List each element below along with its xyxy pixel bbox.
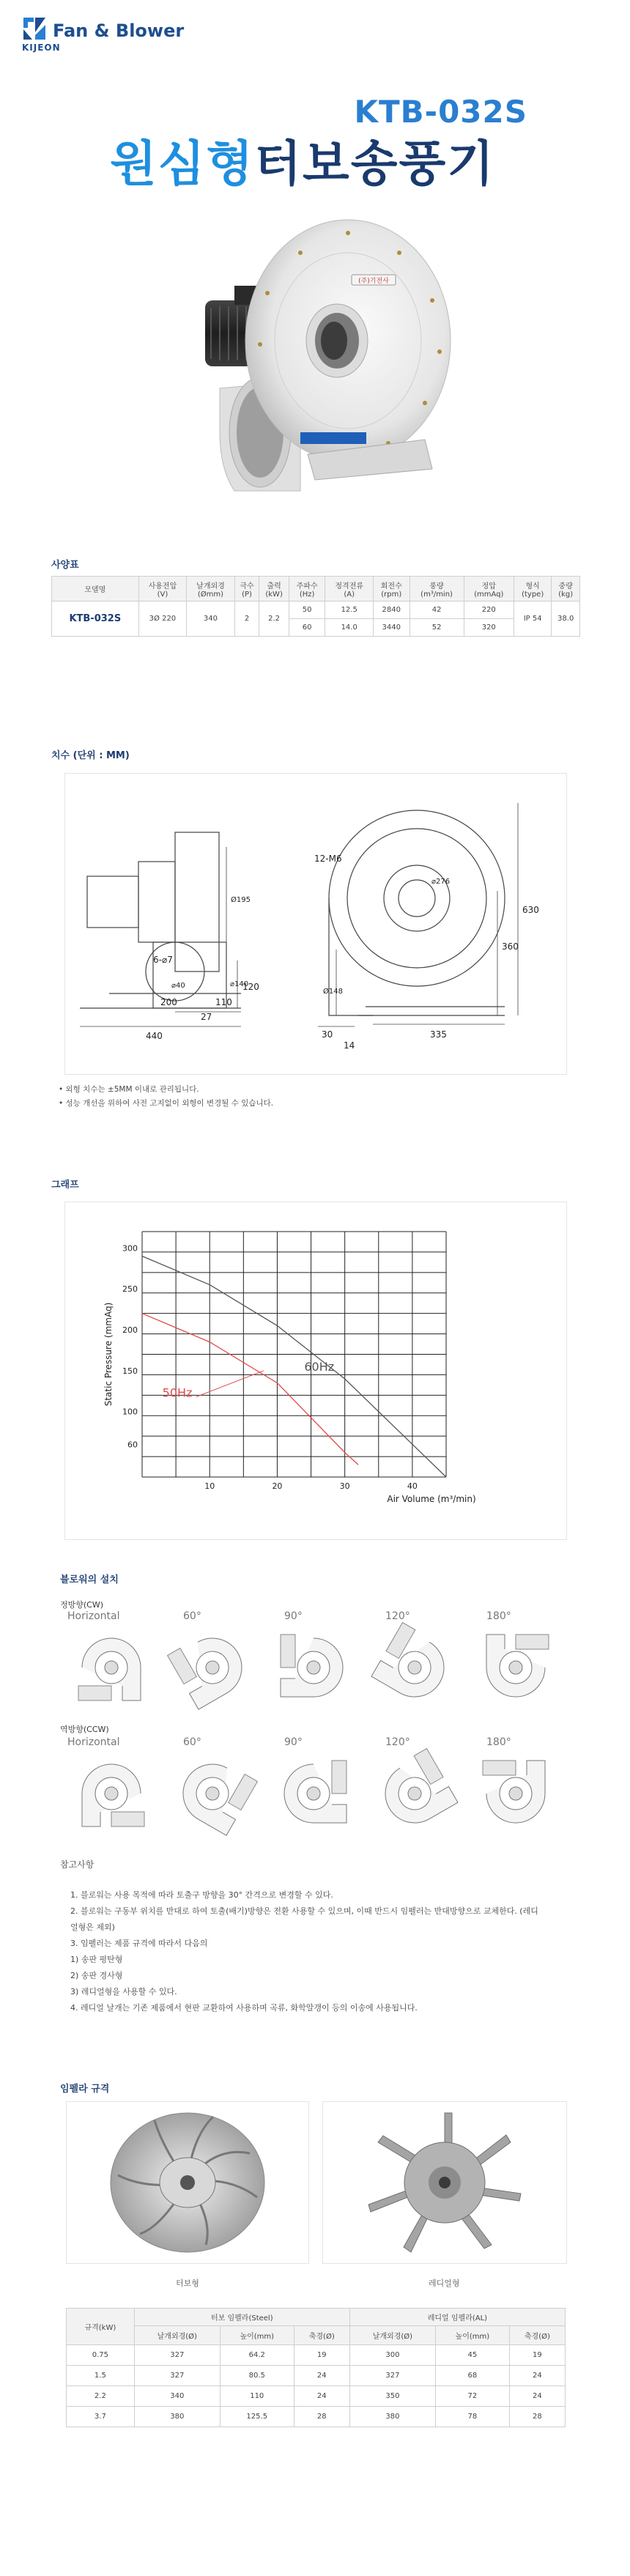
- spec-cell: 320: [464, 619, 514, 637]
- ref-item: 1. 블로워는 사용 목적에 따라 토출구 방향을 30° 간격으로 변경할 수 있다.: [70, 1890, 333, 1900]
- product-model: KTB-032S: [354, 94, 527, 130]
- impeller-cell: 19: [509, 2345, 565, 2366]
- table-row: [67, 2386, 566, 2407]
- spec-cell: 3440: [373, 619, 410, 637]
- impeller-cell: 110: [220, 2386, 294, 2407]
- install-angle-label: Horizontal: [67, 1736, 120, 1748]
- impeller-subheader: 날개외경(Ø): [134, 2326, 220, 2345]
- impeller-cell: 72: [435, 2386, 509, 2407]
- spec-header: [138, 577, 187, 602]
- y-tick-label: 100: [122, 1407, 138, 1417]
- install-diagram: [281, 1610, 343, 1697]
- dim-label: 14: [344, 1040, 355, 1051]
- spec-diameter: 340: [187, 602, 235, 637]
- install-diagram: [373, 1736, 458, 1834]
- dim-label: ⌀276: [431, 878, 451, 886]
- spec-type: IP 54: [514, 602, 552, 637]
- nameplate-text: (주)기전사: [358, 278, 389, 285]
- spec-cell: 50: [289, 602, 325, 619]
- impeller-cell: 327: [349, 2366, 435, 2386]
- ccw-diagrams: [60, 1735, 573, 1837]
- x-tick-label: 40: [407, 1481, 418, 1491]
- install-diagram-row: [60, 1609, 573, 1711]
- spec-cell: 2840: [373, 602, 410, 619]
- chart-section-title: 그래프: [51, 1180, 79, 1191]
- install-diagram: [67, 1610, 141, 1700]
- dim-label: 30: [322, 1029, 333, 1040]
- spec-cell: 14.0: [325, 619, 374, 637]
- table-row: [67, 2345, 566, 2366]
- impeller-cell: 125.5: [220, 2407, 294, 2427]
- install-angle-label: 120°: [385, 1736, 410, 1748]
- performance-chart: [65, 1202, 566, 1539]
- impeller-cell: 19: [294, 2345, 349, 2366]
- impeller-cell: 2.2: [67, 2386, 135, 2407]
- y-axis-label: Static Pressure (mmAq): [103, 1302, 114, 1407]
- table-row: [67, 2407, 566, 2427]
- dim-label: 120: [242, 982, 259, 992]
- install-angle-label: 180°: [486, 1736, 511, 1748]
- impeller-cell: 68: [435, 2366, 509, 2386]
- spec-header-line: 주파수: [296, 582, 318, 591]
- install-diagram: [371, 1610, 456, 1708]
- spec-poles: 2: [234, 602, 259, 637]
- title-left: 원심형: [110, 136, 255, 192]
- dim-label: 335: [430, 1029, 447, 1040]
- install-angle-label: 120°: [385, 1610, 410, 1622]
- spec-output: 2.2: [259, 602, 289, 637]
- spec-header-line: 사용전압: [148, 582, 177, 591]
- spec-cell: 12.5: [325, 602, 374, 619]
- impeller-cell: 380: [134, 2407, 220, 2427]
- radial-impeller-image: [322, 2101, 567, 2264]
- install-diagram-row: [60, 1735, 573, 1837]
- spec-header: [52, 577, 139, 602]
- spec-header-line: (m³/min): [420, 590, 453, 599]
- spec-header-line: (type): [522, 590, 544, 599]
- install-diagram: [172, 1736, 257, 1835]
- impeller-head-steel: 터보 임펠라(Steel): [134, 2309, 349, 2326]
- x-tick-label: 10: [204, 1481, 215, 1491]
- dim-label: ⌀140: [230, 980, 249, 988]
- spec-header: [552, 577, 580, 602]
- y-tick-label: 300: [122, 1243, 138, 1254]
- impeller-cell: 327: [134, 2366, 220, 2386]
- dim-label: ⌀40: [171, 982, 185, 990]
- spec-section-title: 사양표: [51, 560, 79, 571]
- impeller-cell: 78: [435, 2407, 509, 2427]
- install-diagram: [168, 1610, 253, 1709]
- ref-item: 2. 블로워는 구동부 위치를 반대로 하여 토출(배기)방향은 전환 사용할 수 있으며, 이때 반드시 임펠러는 반대방향으로 교체한다. (레디: [70, 1906, 538, 1916]
- spec-cell: 220: [464, 602, 514, 619]
- turbo-caption: 터보형: [176, 2279, 199, 2288]
- install-angle-label: 90°: [284, 1610, 303, 1622]
- spec-header-line: (Hz): [299, 590, 315, 599]
- install-angle-label: 90°: [284, 1736, 303, 1748]
- radial-caption: 레디얼형: [429, 2279, 460, 2288]
- install-diagram: [483, 1736, 545, 1823]
- spec-voltage: 3Ø 220: [138, 602, 187, 637]
- impeller-cell: 380: [349, 2407, 435, 2427]
- spec-header: [464, 577, 514, 602]
- dim-label: 360: [502, 941, 519, 952]
- impeller-cell: 24: [294, 2366, 349, 2386]
- ref-item: 2) 송판 경사형: [70, 1971, 123, 1980]
- product-title: [110, 125, 495, 194]
- company-name: KIJEON: [22, 42, 61, 53]
- spec-header: [410, 577, 464, 602]
- spec-header: [289, 577, 325, 602]
- install-angle-label: 60°: [183, 1610, 201, 1622]
- spec-header: [373, 577, 410, 602]
- spec-header: [325, 577, 374, 602]
- impeller-cell: 45: [435, 2345, 509, 2366]
- spec-header-line: 정격전류: [335, 582, 364, 591]
- impeller-table: [66, 2308, 566, 2427]
- spec-header-line: 극수: [240, 582, 254, 591]
- spec-weight: 38.0: [552, 602, 580, 637]
- dimension-drawing-box: [64, 773, 567, 1075]
- spec-cell: 52: [410, 619, 464, 637]
- cw-label: 정방향(CW): [60, 1600, 104, 1610]
- impeller-cell: 300: [349, 2345, 435, 2366]
- spec-header-line: (rpm): [381, 590, 402, 599]
- spec-cell: 60: [289, 619, 325, 637]
- impeller-subheader: 날개외경(Ø): [349, 2326, 435, 2345]
- impeller-subheader: 높이(mm): [435, 2326, 509, 2345]
- series-label: 60Hz: [304, 1359, 335, 1374]
- spec-header-line: 중량: [558, 582, 573, 591]
- impeller-cell: 80.5: [220, 2366, 294, 2386]
- y-tick-label: 200: [122, 1325, 138, 1335]
- y-tick-label: 60: [127, 1440, 138, 1450]
- dim-label: 27: [201, 1012, 212, 1022]
- install-diagram: [284, 1736, 346, 1823]
- install-diagram: [486, 1610, 549, 1697]
- note-line: • 성능 개선을 위하여 사전 고지없이 외형이 변경될 수 있습니다.: [59, 1099, 274, 1108]
- y-tick-label: 250: [122, 1284, 138, 1295]
- spec-header-line: (mmAq): [474, 590, 504, 599]
- impeller-cell: 340: [134, 2386, 220, 2407]
- spec-header-line: 날개외경: [196, 582, 225, 591]
- dim-label: Ø148: [323, 988, 343, 996]
- impeller-head-al: 레디얼 임펠라(AL): [349, 2309, 565, 2326]
- install-diagram: [67, 1736, 144, 1826]
- dimension-drawing: [65, 774, 566, 1074]
- spec-header-line: 모델명: [84, 586, 106, 594]
- refs-title: 참고사항: [60, 1859, 94, 1870]
- kijeon-logo-icon: [21, 15, 48, 42]
- chart-box: [64, 1202, 567, 1540]
- spec-header: [234, 577, 259, 602]
- impeller-cell: 327: [134, 2345, 220, 2366]
- impeller-subheader: 축경(Ø): [294, 2326, 349, 2345]
- impeller-subheader: 높이(mm): [220, 2326, 294, 2345]
- spec-header-line: 풍량: [429, 582, 444, 591]
- series-line-60Hz: [142, 1256, 446, 1478]
- install-angle-label: Horizontal: [67, 1610, 120, 1622]
- dim-label: 6-⌀7: [153, 955, 173, 965]
- brand-logo: [21, 15, 48, 42]
- refs-list: [70, 1887, 583, 2016]
- spec-header-line: (kg): [558, 590, 574, 599]
- install-angle-label: 60°: [183, 1736, 201, 1748]
- impeller-cell: 24: [509, 2366, 565, 2386]
- ref-item: 4. 레디얼 날개는 기존 제품에서 현판 교환하여 사용하며 곡류, 화학알갱이 등의 이송에 사용됩니다.: [70, 2003, 418, 2013]
- impeller-cell: 1.5: [67, 2366, 135, 2386]
- turbo-impeller-image: [66, 2101, 309, 2264]
- impeller-head-kw: 규격(kW): [67, 2309, 135, 2345]
- ref-item: 3. 임펠러는 제품 규격에 따라서 다음의: [70, 1939, 208, 1948]
- impeller-cell: 64.2: [220, 2345, 294, 2366]
- dim-label: 630: [522, 905, 539, 915]
- spec-header-line: 출력: [267, 582, 281, 591]
- dim-label: Ø195: [231, 896, 251, 904]
- spec-header: [259, 577, 289, 602]
- impeller-cell: 3.7: [67, 2407, 135, 2427]
- spec-header-line: (A): [344, 590, 355, 599]
- series-label: 50Hz: [162, 1385, 193, 1400]
- impeller-cell: 28: [294, 2407, 349, 2427]
- ref-item: 3) 레디얼형을 사용할 수 있다.: [70, 1987, 177, 1996]
- dim-label: 440: [146, 1031, 163, 1041]
- ccw-label: 역방향(CCW): [60, 1725, 109, 1734]
- dim-label: 200: [160, 997, 177, 1007]
- spec-header: [187, 577, 235, 602]
- install-section-title: 블로워의 설치: [60, 1574, 119, 1585]
- x-tick-label: 30: [339, 1481, 350, 1491]
- dimension-notes: [59, 1083, 273, 1111]
- impeller-cell: 24: [509, 2386, 565, 2407]
- spec-header-line: 정압: [481, 582, 496, 591]
- spec-header-line: (P): [242, 590, 252, 599]
- impeller-subheader: 축경(Ø): [509, 2326, 565, 2345]
- dim-label: 110: [215, 997, 232, 1007]
- spec-model: KTB-032S: [52, 602, 139, 637]
- impeller-cell: 24: [294, 2386, 349, 2407]
- spec-header-line: (V): [157, 590, 168, 599]
- note-line: • 외형 치수는 ±5MM 이내로 관리됩니다.: [59, 1085, 199, 1094]
- dimension-section-title: 치수 (단위 : MM): [51, 750, 130, 761]
- spec-header-line: (Ømm): [197, 590, 224, 599]
- spec-header: [514, 577, 552, 602]
- spec-header-line: 회전수: [380, 582, 402, 591]
- y-tick-label: 150: [122, 1366, 138, 1376]
- x-tick-label: 20: [272, 1481, 283, 1491]
- spec-header-line: (kW): [265, 590, 283, 599]
- spec-header-line: 형식: [525, 582, 540, 591]
- dim-label: 12-M6: [314, 854, 342, 864]
- spec-cell: 42: [410, 602, 464, 619]
- impeller-cell: 28: [509, 2407, 565, 2427]
- impeller-section-title: 임펠라 규격: [60, 2084, 110, 2095]
- product-image: [190, 212, 454, 498]
- install-angle-label: 180°: [486, 1610, 511, 1622]
- impeller-cell: 0.75: [67, 2345, 135, 2366]
- ref-item: 1) 송판 평탄형: [70, 1955, 123, 1964]
- table-row: [67, 2366, 566, 2386]
- ref-item: 얼형은 제외): [70, 1922, 115, 1932]
- spec-table: [51, 576, 580, 637]
- title-right: 터보송풍기: [254, 136, 496, 192]
- x-axis-label: Air Volume (m³/min): [387, 1494, 476, 1504]
- brand-name: Fan & Blower: [53, 21, 185, 41]
- impeller-cell: 350: [349, 2386, 435, 2407]
- cw-diagrams: [60, 1609, 573, 1711]
